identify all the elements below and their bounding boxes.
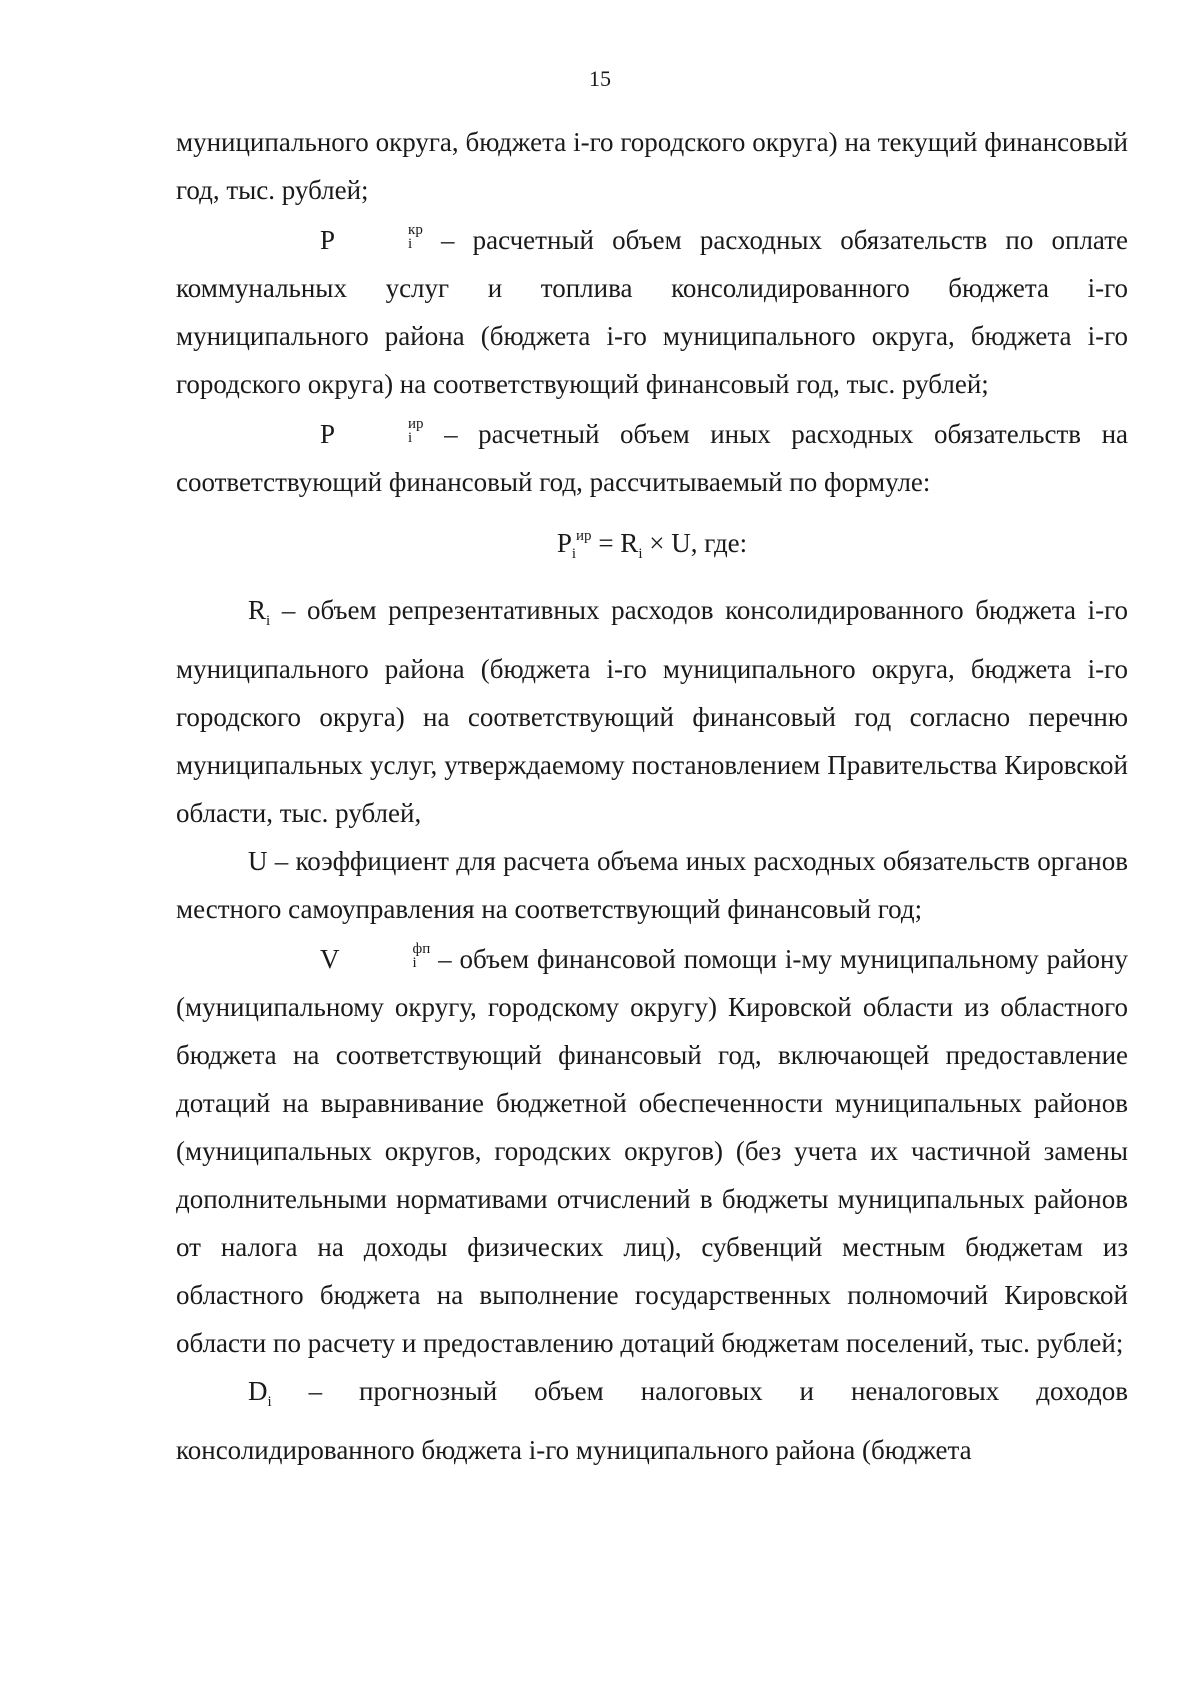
symbol-v-fp: V фп i (320, 940, 431, 974)
definition-text: – расчетный объем иных расходных обязательств на соответствующий финансовый год, рассчитываемый по формуле: (176, 419, 1128, 497)
paragraph-continuation: муниципального округа, бюджета i-го городского округа) на текущий финансовый год, тыс. рублей; (176, 127, 1128, 205)
definition-p-kr (176, 216, 1128, 408)
symbol-p-kr: P кр i (320, 221, 423, 255)
symbol-p-ir: P ир i (320, 415, 424, 449)
definition-v-fp (176, 935, 1128, 1367)
definition-text: – коэффициент для расчета объема иных расходных обязательств органов местного самоуправления на соответствующий финансовый год; (176, 846, 1128, 924)
definition-r (176, 586, 1128, 837)
definition-text: – объем репрезентативных расходов консолидированного бюджета i-го муниципального района (бюджета i-го муниципального округа, бюджета i-го городского округа) на соответствующий финансовый год согласно перечню муниципальных услуг, утверждаемому постановлением Правительства Кировской области, тыс. рублей, (176, 595, 1128, 828)
document-body (176, 118, 1128, 1474)
definition-text: – расчетный объем расходных обязательств по оплате коммунальных услуг и топлива консолидированного бюджета i-го муниципального района (бюджета i-го муниципального округа, бюджета i-го городского округа) на соответствующий финансовый год, тыс. рублей; (176, 225, 1128, 399)
definition-text: – прогнозный объем налоговых и неналоговых доходов консолидированного бюджета i-го муниципального района (бюджета (176, 1376, 1128, 1465)
symbol-u: U (248, 846, 268, 876)
definition-p-ir (176, 410, 1128, 506)
symbol-d: $D_i$ (248, 1376, 272, 1410)
definition-u (176, 837, 1128, 933)
symbol-r: $R_i$ (248, 595, 271, 629)
formula: $P_i^{ир} = R_i \times U$, где: (556, 528, 748, 562)
definition-text: – объем финансовой помощи i-му муниципальному району (муниципальному округу, городскому округу) Кировской области из областного бюджета на соответствующий финансовый год, включающей предоставление дотаций на выравнивание бюджетной обеспеченности муниципальных районов (муниципальных округов, городских округов) (без учета их частичной замены дополнительными нормативами отчислений в бюджеты муниципальных районов от налога на доходы физических лиц), субвенций местным бюджетам из областного бюджета на выполнение государственных полномочий Кировской области по расчету и предоставлению дотаций бюджетам поселений, тыс. рублей; (176, 944, 1128, 1358)
page-number: 15 (589, 66, 611, 91)
definition-d (176, 1367, 1128, 1474)
